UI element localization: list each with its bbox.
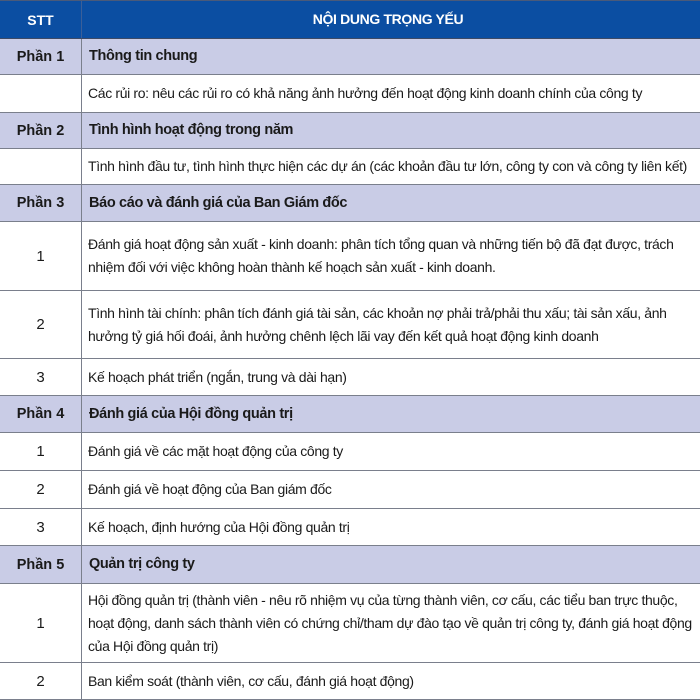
row-number: 3 <box>0 509 82 545</box>
table-row <box>0 471 700 509</box>
table-row <box>0 75 700 113</box>
row-content: Đánh giá về hoạt động của Ban giám đốc <box>88 481 332 497</box>
row-number: 1 <box>0 584 82 662</box>
table-row <box>0 509 700 546</box>
table-body <box>0 39 700 700</box>
section-title: Quản trị công ty <box>89 556 195 572</box>
section-number: Phần 1 <box>0 39 82 74</box>
row-number <box>0 149 82 184</box>
row-number: 1 <box>0 222 82 290</box>
section-row <box>0 185 700 222</box>
row-content: Đánh giá về các mặt hoạt động của công ty <box>88 443 343 459</box>
table-row <box>0 149 700 185</box>
row-number: 3 <box>0 359 82 395</box>
section-title: Báo cáo và đánh giá của Ban Giám đốc <box>89 194 348 211</box>
header-stt: STT <box>0 1 82 38</box>
table-row <box>0 584 700 663</box>
section-row <box>0 546 700 584</box>
section-title: Thông tin chung <box>89 48 198 64</box>
row-number: 2 <box>0 663 82 699</box>
row-content: Các rủi ro: nêu các rủi ro có khả năng ảnh hưởng đến hoạt động kinh doanh chính của công ty <box>88 85 643 101</box>
table-row <box>0 663 700 700</box>
table-row <box>0 291 700 359</box>
row-content: Kế hoạch, định hướng của Hội đồng quản trị <box>88 518 350 535</box>
row-number: 1 <box>0 433 82 470</box>
section-row <box>0 396 700 433</box>
table-row <box>0 433 700 471</box>
header-content: NỘI DUNG TRỌNG YẾU <box>312 11 464 27</box>
row-content: Hội đồng quản trị (thành viên - nêu rõ nhiệm vụ của từng thành viên, cơ cấu, các tiểu ban trực thuộc, hoạt động, danh sách thành viên có chứng chỉ/tham dự đào tạo về quản trị công ty, đánh giá hoạt động của Hội đồng quản trị) <box>88 591 692 654</box>
row-content: Tình hình đầu tư, tình hình thực hiện các dự án (các khoản đầu tư lớn, công ty con và công ty liên kết) <box>88 158 687 174</box>
table-row <box>0 222 700 291</box>
section-row <box>0 39 700 75</box>
section-row <box>0 113 700 149</box>
section-number: Phần 5 <box>0 546 82 583</box>
row-number: 2 <box>0 471 82 508</box>
section-title: Đánh giá của Hội đồng quản trị <box>89 405 293 422</box>
row-number <box>0 75 82 112</box>
row-content: Tình hình tài chính: phân tích đánh giá tài sản, các khoản nợ phải trả/phải thu xấu; tài sản xấu, ảnh hưởng tỷ giá hối đoái, ảnh hưởng chênh lệch lãi vay đến kết quả hoạt động kinh doanh <box>88 304 667 344</box>
section-number: Phần 3 <box>0 185 82 221</box>
section-number: Phần 2 <box>0 113 82 148</box>
section-title: Tình hình hoạt động trong năm <box>89 122 294 138</box>
table-header-row <box>0 1 700 39</box>
row-content: Ban kiểm soát (thành viên, cơ cấu, đánh giá hoạt động) <box>88 672 414 689</box>
row-number: 2 <box>0 291 82 358</box>
table-row <box>0 359 700 396</box>
row-content: Đánh giá hoạt động sản xuất - kinh doanh: phân tích tổng quan và những tiến bộ đã đạt được, trách nhiệm đối với việc không hoàn thành kế hoạch sản xuất - kinh doanh. <box>88 236 674 275</box>
section-number: Phần 4 <box>0 396 82 432</box>
row-content: Kế hoạch phát triển (ngắn, trung và dài hạn) <box>88 368 347 385</box>
